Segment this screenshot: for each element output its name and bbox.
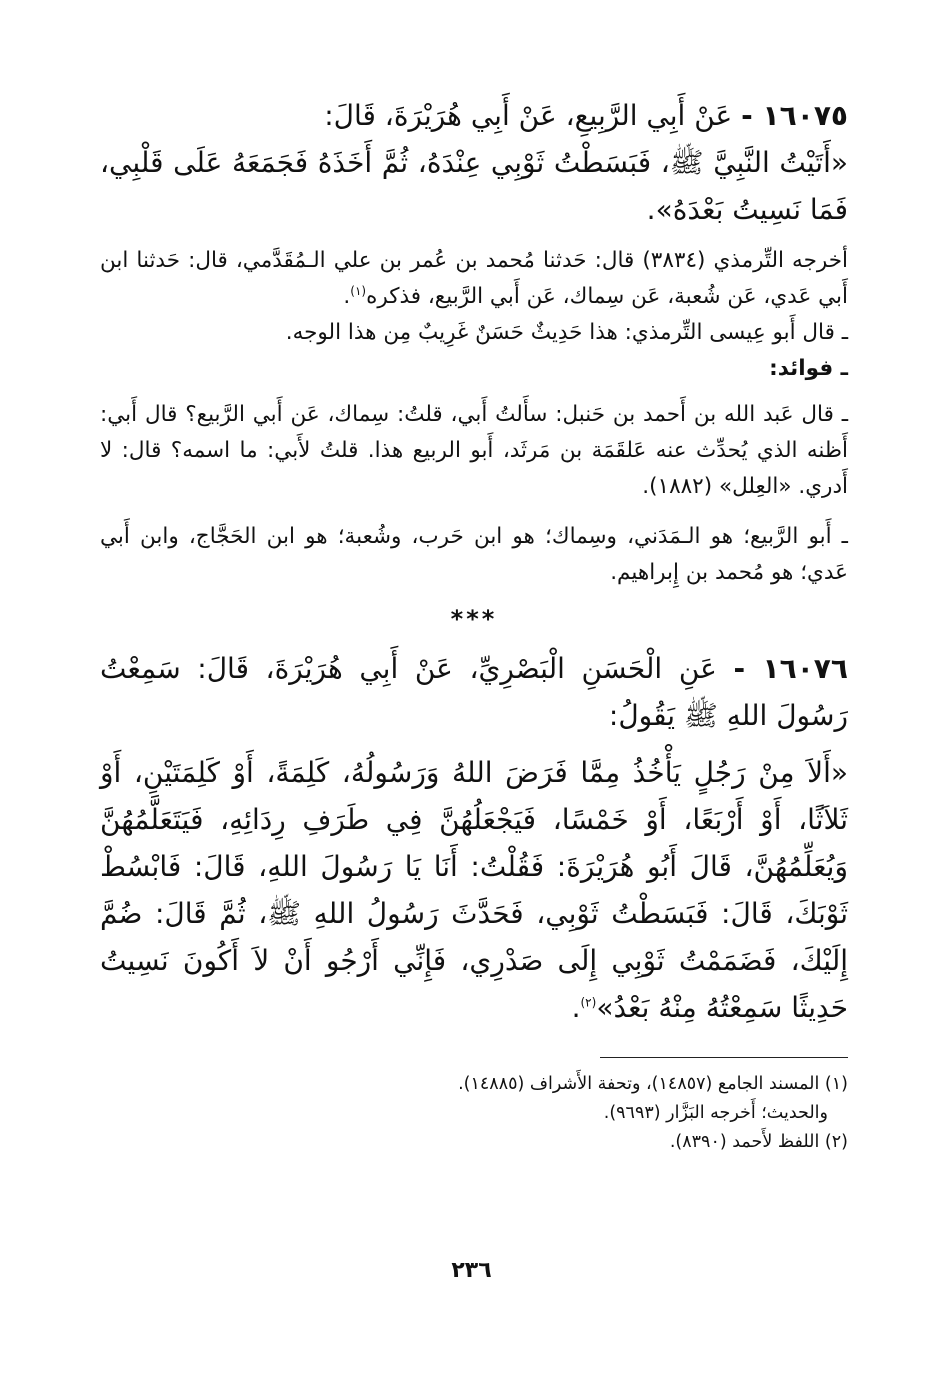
footnote-1: (١) المسند الجامع (١٤٨٥٧)، وتحفة الأَشراف (١٤٨٨٥). — [458, 1074, 848, 1094]
footnote-divider — [600, 1057, 848, 1058]
page-body — [100, 92, 848, 1372]
takhrij-end: . — [343, 284, 351, 309]
footnote-2: (٢) اللفظ لأَحمد (٨٣٩٠). — [669, 1132, 848, 1152]
footnote-ref-1[interactable]: (١) — [350, 283, 367, 298]
hadith-16076-matn — [100, 749, 848, 1031]
hadith-number: ١٦٠٧٦ - — [733, 652, 848, 685]
fawaid-item: ـ أَبو الرَّبيع؛ هو الـمَدَني، وسِماك؛ هو ابن حَرب، وشُعبة؛ هو ابن الحَجَّاج، وابن أَبي عَدي؛ هو مُحمد بن إِبراهيم. — [100, 524, 848, 585]
isnad-text: عَنِ الْحَسَنِ الْبَصْرِيِّ، عَنْ أَبِي هُرَيْرَةَ، قَالَ: سَمِعْتُ رَسُولَ اللهِ ﷺ يَقُولُ: — [100, 652, 848, 732]
hadith-16076-isnad — [100, 645, 848, 739]
hadith-16075-matn: «أَتَيْتُ النَّبِيَّ ﷺ، فَبَسَطْتُ ثَوْبِي عِنْدَهُ، ثُمَّ أَخَذَهُ فَجَمَعَهُ عَلَى قَلْبِي، فَمَا نَسِيتُ بَعْدَهُ». — [100, 146, 848, 226]
isnad-text: عَنْ أَبِي الرَّبِيعِ، عَنْ أَبِي هُرَيْرَةَ، قَالَ: — [324, 99, 733, 132]
footnote-1-continuation: والحديث؛ أَخرجه البَزَّار (٩٦٩٣). — [603, 1103, 828, 1123]
section-separator: *** — [450, 605, 498, 633]
takhrij-text: أخرجه التِّرمذي (٣٨٣٤) قال: حَدثنا مُحمد بن عُمر بن علي الـمُقَدَّمي، قال: حَدثنا ابن أَبي عَدي، عَن شُعبة، عَن سِماك، عَن أَبي الرَّبيع، فذكره — [100, 248, 849, 309]
matn-text: «أَلاَ مِنْ رَجُلٍ يَأْخُذُ مِمَّا فَرَضَ اللهُ وَرَسُولُهُ، كَلِمَةً، أَوْ كَلِمَتَيْنِ، أَوْ ثَلاَثًا، أَوْ أَرْبَعًا، أَوْ خَمْسًا، فَيَجْعَلُهُنَّ فِي طَرَفِ رِدَائِهِ، فَيَتَعَلَّمُهُنَّ وَيُعَلِّمُهُنَّ، قَالَ أَبُو هُرَيْرَةَ: فَقُلْتُ: أَنَا يَا رَسُولَ اللهِ، قَالَ: فَابْسُطْ ثَوْبَكَ، قَالَ: فَبَسَطْتُ ثَوْبِي، فَحَدَّثَ رَسُولُ اللهِ ﷺ، ثُمَّ قَالَ: ضُمَّ إِلَيْكَ، فَضَمَمْتُ ثَوْبِي إِلَى صَدْرِي، فَإِنِّي أَرْجُو أَنْ لاَ أَكُونَ نَسِيتُ حَدِيثًا سَمِعْتُهُ مِنْهُ بَعْدُ» — [100, 756, 848, 1024]
fawaid-item: ـ قال عَبد الله بن أَحمد بن حَنبل: سأَلتُ أَبي، قلتُ: سِماك، عَن أَبي الرَّبيع؟ قال أَبي: أَظنه الذي يُحدِّث عنه عَلقَمَة بن مَرثَد، أَبو الربيع هذا. قلتُ لأَبي: ما اسمه؟ قال: لا أَدري. «العِلل» (١٨٨٢). — [100, 402, 848, 499]
takhrij-paragraph — [100, 243, 848, 315]
page-number: ٢٣٦ — [451, 1258, 492, 1283]
tirmidhi-comment: ـ قال أَبو عِيسى التِّرمذي: هذا حَدِيثٌ حَسَنٌ غَرِيبٌ مِن هذا الوجه. — [285, 320, 848, 345]
fawaid-heading: ـ فوائد: — [769, 356, 848, 381]
hadith-number: ١٦٠٧٥ - — [741, 99, 848, 132]
matn-end: . — [571, 991, 581, 1024]
footnote-ref-2[interactable]: (٢) — [580, 995, 597, 1010]
hadith-16075-isnad — [100, 92, 848, 139]
